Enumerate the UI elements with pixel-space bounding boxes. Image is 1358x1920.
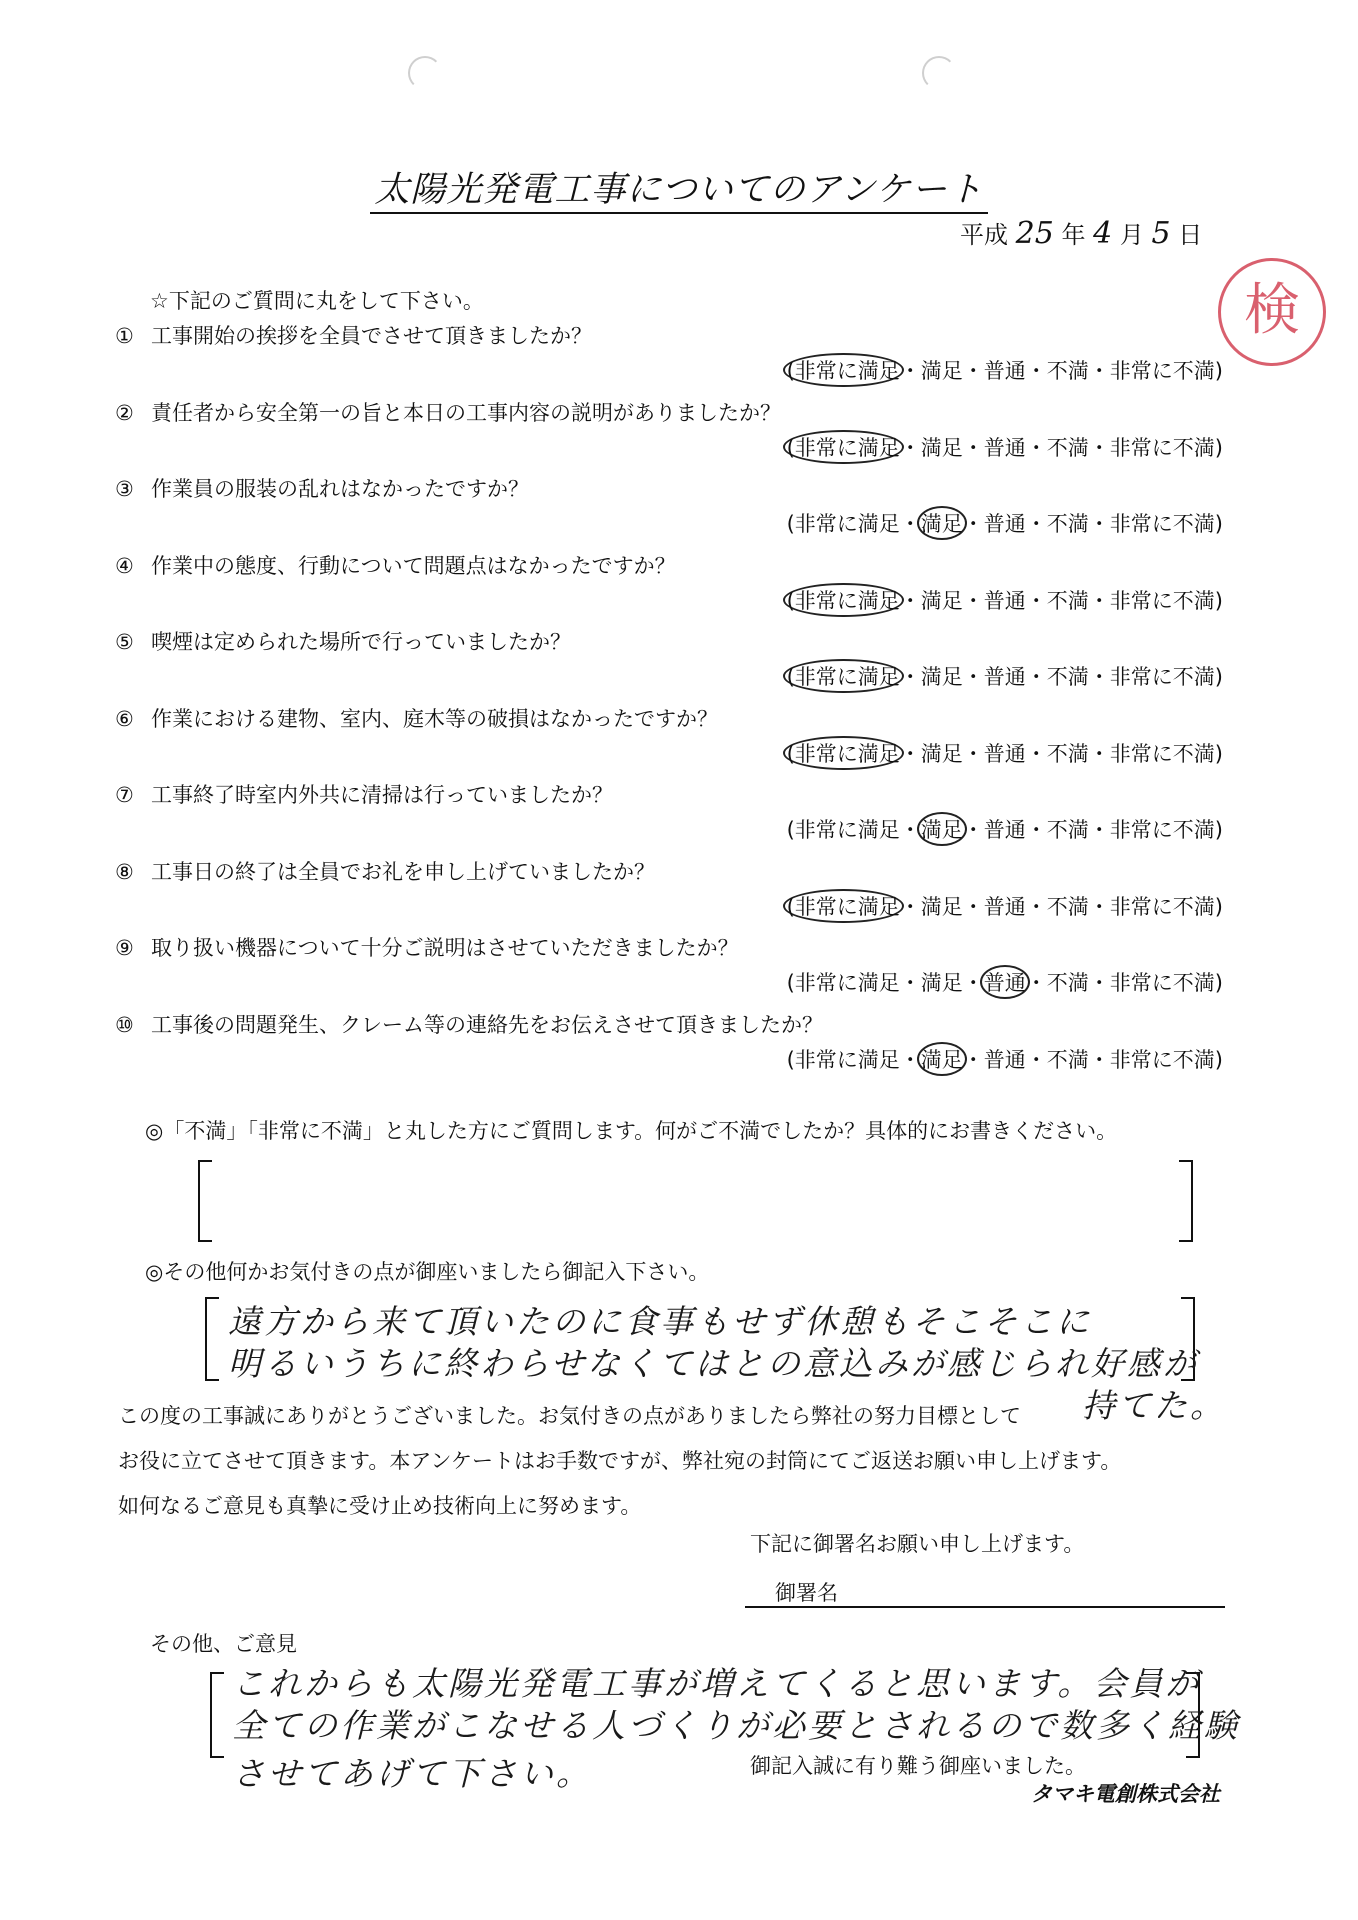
question-2 <box>115 397 781 427</box>
option-separator: ・ <box>962 665 984 689</box>
question-6 <box>115 703 718 733</box>
rating-option-2[interactable]: 満足 <box>920 971 963 995</box>
rating-option-4[interactable]: 不満 <box>1046 894 1089 919</box>
rating-option-2[interactable]: 満足 <box>917 1042 967 1076</box>
option-separator: ・ <box>1025 512 1047 536</box>
option-separator: ・ <box>1025 588 1047 613</box>
question-number: ③ <box>115 477 134 501</box>
question-text: 作業における建物、室内、庭木等の破損はなかったですか？ <box>151 706 718 731</box>
rating-options-8 <box>787 891 1223 921</box>
question-1 <box>115 320 592 350</box>
question-text: 作業員の服装の乱れはなかったですか？ <box>151 477 529 501</box>
opinion-line-2: 全ての作業がこなせる人づくりが必要とされるので数多く経験 <box>232 1706 1240 1745</box>
question-number: ⑤ <box>115 630 134 654</box>
option-separator: ・ <box>1088 818 1110 842</box>
date-era: 平成 <box>960 221 1008 249</box>
option-separator: ・ <box>1088 665 1110 689</box>
other-notes-line-1: 遠方から来て頂いたのに食事もせず休憩もそこそこに <box>228 1302 1092 1341</box>
option-separator: ・ <box>1025 741 1047 766</box>
question-number: ⑧ <box>115 859 134 884</box>
rating-option-1[interactable]: (非常に満足 <box>783 736 904 770</box>
rating-option-3[interactable]: 普通 <box>980 965 1030 999</box>
rating-options-6 <box>787 738 1223 768</box>
question-10 <box>115 1009 823 1039</box>
rating-option-4[interactable]: 不満 <box>1046 818 1089 842</box>
punch-hole-right <box>922 56 956 90</box>
rating-option-5[interactable]: 非常に不満) <box>1109 971 1223 995</box>
rating-option-1[interactable]: (非常に満足 <box>783 583 904 617</box>
rating-option-2[interactable]: 満足 <box>920 894 963 919</box>
rating-option-4[interactable]: 不満 <box>1046 512 1089 536</box>
option-separator: ・ <box>1088 894 1110 919</box>
rating-option-5[interactable]: 非常に不満) <box>1109 435 1223 460</box>
option-separator: ・ <box>1088 435 1110 460</box>
dissatisfaction-answer-box[interactable] <box>198 1160 1193 1238</box>
question-number: ② <box>115 400 134 425</box>
question-9 <box>115 932 739 962</box>
rating-option-4[interactable]: 不満 <box>1046 359 1089 383</box>
option-separator: ・ <box>899 894 921 919</box>
option-separator: ・ <box>1088 1047 1110 1072</box>
rating-option-1[interactable]: (非常に満足 <box>786 818 900 842</box>
question-3 <box>115 473 529 503</box>
rating-option-3[interactable]: 普通 <box>983 359 1026 383</box>
option-separator: ・ <box>962 818 984 842</box>
form-date: 平成 25 年 4 月 5 日 <box>960 216 1203 251</box>
rating-option-2[interactable]: 満足 <box>917 506 967 540</box>
rating-option-3[interactable]: 普通 <box>983 512 1026 536</box>
option-separator: ・ <box>899 971 921 995</box>
closing-line-3: 如何なるご意見も真摯に受け止め技術向上に努めます。 <box>118 1494 642 1518</box>
option-separator: ・ <box>899 665 921 689</box>
company-name: タマキ電創株式会社 <box>1031 1782 1220 1806</box>
option-separator: ・ <box>1088 588 1110 613</box>
rating-option-2[interactable]: 満足 <box>920 359 963 383</box>
question-number: ⑨ <box>115 936 134 960</box>
date-month[interactable]: 4 <box>1093 216 1113 251</box>
rating-option-3[interactable]: 普通 <box>983 741 1026 766</box>
rating-option-1[interactable]: (非常に満足 <box>783 659 904 693</box>
rating-option-3[interactable]: 普通 <box>983 894 1026 919</box>
rating-option-2[interactable]: 満足 <box>920 665 963 689</box>
question-text: 責任者から安全第一の旨と本日の工事内容の説明がありましたか？ <box>151 400 781 425</box>
rating-option-5[interactable]: 非常に不満) <box>1109 1047 1223 1072</box>
option-separator: ・ <box>1025 1047 1047 1072</box>
option-separator: ・ <box>899 741 921 766</box>
question-number: ④ <box>115 553 134 578</box>
rating-option-5[interactable]: 非常に不満) <box>1109 818 1223 842</box>
opinion-line-3: させてあげて下さい。 <box>232 1754 592 1793</box>
rating-option-5[interactable]: 非常に不満) <box>1109 588 1223 613</box>
option-separator: ・ <box>1025 359 1047 383</box>
option-separator: ・ <box>962 741 984 766</box>
other-notes-heading: ◎その他何かお気付きの点が御座いましたら御記入下さい。 <box>145 1260 710 1284</box>
option-separator: ・ <box>1025 818 1047 842</box>
option-separator: ・ <box>899 512 921 536</box>
rating-options-7 <box>787 814 1223 844</box>
question-5 <box>115 626 571 656</box>
rating-option-2[interactable]: 満足 <box>920 435 963 460</box>
question-text: 工事日の終了は全員でお礼を申し上げていましたか？ <box>151 859 655 884</box>
question-text: 工事終了時室内外共に清掃は行っていましたか？ <box>151 783 613 807</box>
option-separator: ・ <box>899 359 921 383</box>
option-separator: ・ <box>962 512 984 536</box>
rating-option-4[interactable]: 不満 <box>1046 435 1089 460</box>
option-separator: ・ <box>962 894 984 919</box>
rating-option-2[interactable]: 満足 <box>920 741 963 766</box>
option-separator: ・ <box>962 435 984 460</box>
question-number: ① <box>115 324 134 348</box>
date-day[interactable]: 5 <box>1151 216 1171 251</box>
opinion-line-1: これからも太陽光発電工事が増えてくると思います。会員が <box>232 1664 1202 1703</box>
rating-option-3[interactable]: 普通 <box>983 665 1026 689</box>
question-4 <box>115 550 676 580</box>
option-separator: ・ <box>1025 971 1047 995</box>
option-separator: ・ <box>1025 435 1047 460</box>
rating-option-4[interactable]: 不満 <box>1046 588 1089 613</box>
option-separator: ・ <box>1088 971 1110 995</box>
option-separator: ・ <box>1025 894 1047 919</box>
rating-option-4[interactable]: 不満 <box>1046 665 1089 689</box>
question-text: 作業中の態度、行動について問題点はなかったですか？ <box>151 553 676 578</box>
rating-option-1[interactable]: (非常に満足 <box>783 430 904 464</box>
rating-option-5[interactable]: 非常に不満) <box>1109 359 1223 383</box>
closing-line-2: お役に立てさせて頂きます。本アンケートはお手数ですが、弊社宛の封筒にてご返送お願い申し上げます。 <box>118 1449 1122 1473</box>
question-text: 工事開始の挨拶を全員でさせて頂きましたか？ <box>151 324 592 348</box>
question-text: 取り扱い機器について十分ご説明はさせていただきましたか？ <box>151 936 739 960</box>
option-separator: ・ <box>1088 359 1110 383</box>
rating-option-4[interactable]: 不満 <box>1046 1047 1089 1072</box>
rating-option-3[interactable]: 普通 <box>983 435 1026 460</box>
rating-option-3[interactable]: 普通 <box>983 588 1026 613</box>
option-separator: ・ <box>962 588 984 613</box>
rating-option-5[interactable]: 非常に不満) <box>1109 741 1223 766</box>
option-separator: ・ <box>1025 665 1047 689</box>
rating-option-3[interactable]: 普通 <box>983 1047 1026 1072</box>
question-text: 喫煙は定められた場所で行っていましたか？ <box>151 630 571 654</box>
option-separator: ・ <box>899 588 921 613</box>
signature-line[interactable] <box>745 1606 1225 1608</box>
rating-option-4[interactable]: 不満 <box>1046 971 1089 995</box>
question-number: ⑦ <box>115 783 134 807</box>
rating-option-1[interactable]: (非常に満足 <box>786 512 900 536</box>
dissatisfaction-heading: ◎「不満」「非常に不満」と丸した方にご質問します。何がご不満でしたか？具体的にお書きください。 <box>145 1119 1118 1143</box>
rating-options-9 <box>787 967 1223 997</box>
rating-options-1 <box>787 355 1223 385</box>
rating-options-3 <box>787 508 1223 538</box>
signature-request: 下記に御署名お願い申し上げます。 <box>750 1532 1085 1556</box>
rating-options-10 <box>787 1044 1223 1074</box>
signature-label: 御署名 <box>775 1581 838 1605</box>
option-separator: ・ <box>962 359 984 383</box>
rating-option-1[interactable]: (非常に満足 <box>783 353 904 387</box>
option-separator: ・ <box>899 818 921 842</box>
rating-option-5[interactable]: 非常に不満) <box>1109 512 1223 536</box>
option-separator: ・ <box>1088 512 1110 536</box>
inspection-stamp: 検 <box>1218 258 1326 366</box>
instruction-text: ☆下記のご質問に丸をして下さい。 <box>150 289 484 313</box>
rating-option-5[interactable]: 非常に不満) <box>1109 665 1223 689</box>
other-notes-line-2: 明るいうちに終わらせなくてはとの意込みが感じられ好感が <box>228 1344 1200 1383</box>
form-title: 太陽光発電工事についてのアンケート <box>0 162 1358 212</box>
question-number: ⑩ <box>115 1012 134 1037</box>
rating-option-5[interactable]: 非常に不満) <box>1109 894 1223 919</box>
rating-option-1[interactable]: (非常に満足 <box>783 889 904 923</box>
option-separator: ・ <box>1088 741 1110 766</box>
rating-option-2[interactable]: 満足 <box>920 588 963 613</box>
rating-options-4 <box>787 585 1223 615</box>
option-separator: ・ <box>962 1047 984 1072</box>
opinion-heading: その他、ご意見 <box>150 1632 297 1656</box>
question-7 <box>115 779 613 809</box>
question-8 <box>115 856 655 886</box>
option-separator: ・ <box>899 1047 921 1072</box>
closing-line-1: この度の工事誠にありがとうございました。お気付きの点がありましたら弊社の努力目標として <box>118 1404 1021 1428</box>
rating-options-5 <box>787 661 1223 691</box>
rating-option-1[interactable]: (非常に満足 <box>786 1047 900 1072</box>
date-year[interactable]: 25 <box>1015 216 1054 251</box>
rating-option-3[interactable]: 普通 <box>983 818 1026 842</box>
rating-option-1[interactable]: (非常に満足 <box>786 971 900 995</box>
question-text: 工事後の問題発生、クレーム等の連絡先をお伝えさせて頂きましたか？ <box>151 1012 823 1037</box>
punch-hole-left <box>408 56 442 90</box>
rating-option-4[interactable]: 不満 <box>1046 741 1089 766</box>
rating-options-2 <box>787 432 1223 462</box>
question-number: ⑥ <box>115 706 134 731</box>
thanks-text: 御記入誠に有り難う御座いました。 <box>750 1754 1086 1778</box>
other-notes-line-3: 持てた。 <box>1082 1386 1226 1425</box>
option-separator: ・ <box>899 435 921 460</box>
option-separator: ・ <box>962 971 984 995</box>
rating-option-2[interactable]: 満足 <box>917 812 967 846</box>
